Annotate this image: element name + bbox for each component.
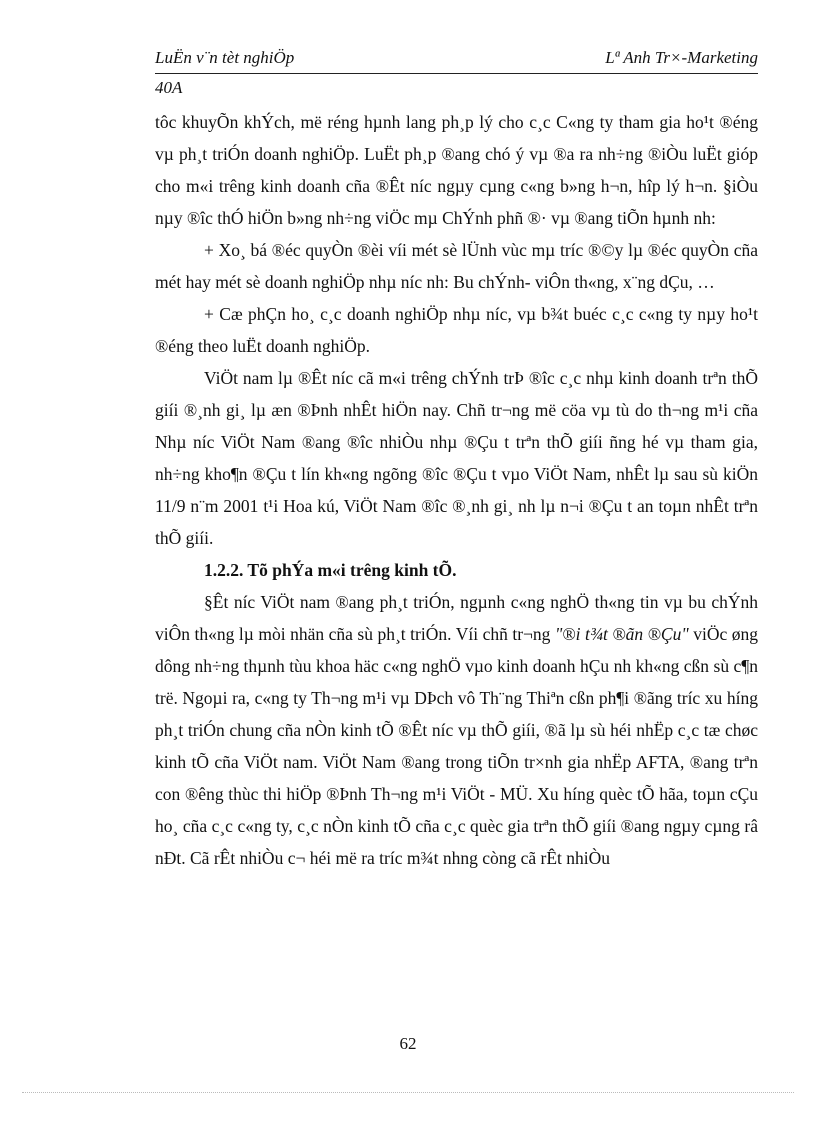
paragraph-economic-environment	[155, 586, 758, 874]
paragraph-text-end: viÖc øng dông nh÷ng thµnh tùu khoa häc c«ng nghÖ vµo kinh doanh hÇu nh kh«ng cßn sù c¶n trë. Ngoµi ra, c«ng ty Th¬ng m¹i vµ DÞch vô Th¨ng Thiªn cßn ph¶i ®ãng tríc xu híng ph¸t triÓn chung cña nÒn kinh tÕ ®Êt níc vµ thÕ giíi, ®ã lµ sù héi nhËp c¸c tæ chøc kinh tÕ cña ViÖt nam. ViÖt Nam ®ang trong tiÕn tr×nh gia nhËp AFTA, ®ang trªn con ®êng thùc thi hiÖp ®Þnh Th¬ng m¹i ViÖt - MÜ. Xu híng quèc tÕ hãa, toµn cÇu ho¸ cña c¸c c«ng ty, c¸c nÒn kinh tÕ cña c¸c quèc gia trªn thÕ giíi ®ang ngµy cµng râ nÐt. Cã rÊt nhiÒu c¬ héi më ra tríc m¾t nhng còng cã rÊt nhiÒu	[155, 624, 758, 868]
quoted-slogan: "®i t¾t ®ãn ®Çu"	[554, 624, 689, 644]
paragraph-bullet-2: + Cæ phÇn ho¸ c¸c doanh nghiÖp nhµ níc, vµ b¾t buéc c¸c c«ng ty nµy ho¹t ®éng theo luËt doanh nghiÖp.	[155, 304, 758, 356]
body-text	[155, 106, 758, 874]
page-number: 62	[399, 1034, 417, 1053]
paragraph-political-environment: ViÖt nam lµ ®Êt níc cã m«i trêng chÝnh trÞ ®îc c¸c nhµ kinh doanh trªn thÕ giíi ®¸nh gi¸ lµ æn ®Þnh nhÊt hiÖn nay. Chñ tr¬ng më cöa vµ tù do th¬ng m¹i cña Nhµ níc ViÖt Nam ®ang ®îc nhiÒu nhµ ®Çu t trªn thÕ giíi ñng hé vµ tham gia, nh÷ng kho¶n ®Çu t lín kh«ng ngõng ®îc ®Çu t vµo ViÖt Nam, nhÊt lµ sau sù kiÖn 11/9 n¨m 2001 t¹i Hoa kú, ViÖt Nam ®îc ®¸nh gi¸ nh lµ n¬i ®Çu t an toµn nhÊt trªn thÕ giíi.	[155, 368, 758, 548]
header-author: Lª Anh Tr×-Marketing	[605, 48, 758, 67]
paragraph-continuation: tôc khuyÕn khÝch, më réng hµnh lang ph¸p lý cho c¸c C«ng ty tham gia ho¹t ®éng vµ ph¸t triÓn doanh nghiÖp. LuËt ph¸p ®ang chó ý vµ ®a ra nh÷ng ®iÒu luËt gióp cho m«i trêng kinh doanh cña ®Êt níc ngµy cµng c«ng b»ng h¬n, hîp lý h¬n. §iÒu nµy ®îc thÓ hiÖn b»ng nh÷ng viÖc mµ ChÝnh phñ ®· vµ ®ang tiÕn hµnh nh:	[155, 112, 758, 228]
page-bottom-border	[22, 1092, 794, 1093]
header-class-code: 40A	[155, 78, 183, 97]
paragraph-bullet-1: + Xo¸ bá ®éc quyÒn ®èi víi mét sè lÜnh vùc mµ tríc ®©y lµ ®éc quyÒn cña mét hay mét sè doanh nghiÖp nhµ níc nh: Bu chÝnh- viÔn th«ng, x¨ng dÇu, …	[155, 240, 758, 292]
section-heading: 1.2.2. Tõ phÝa m«i trêng kinh tÕ.	[204, 560, 457, 580]
header-thesis-title: LuËn v¨n tèt nghiÖp	[155, 48, 295, 67]
paragraph-text-start: §Êt níc ViÖt nam ®ang ph¸t triÓn, ngµnh c«ng nghÖ th«ng tin vµ bu chÝnh viÔn th«ng lµ mòi nhän cña sù ph¸t triÓn. Víi chñ tr¬ng	[155, 592, 758, 644]
header-divider	[155, 73, 758, 74]
